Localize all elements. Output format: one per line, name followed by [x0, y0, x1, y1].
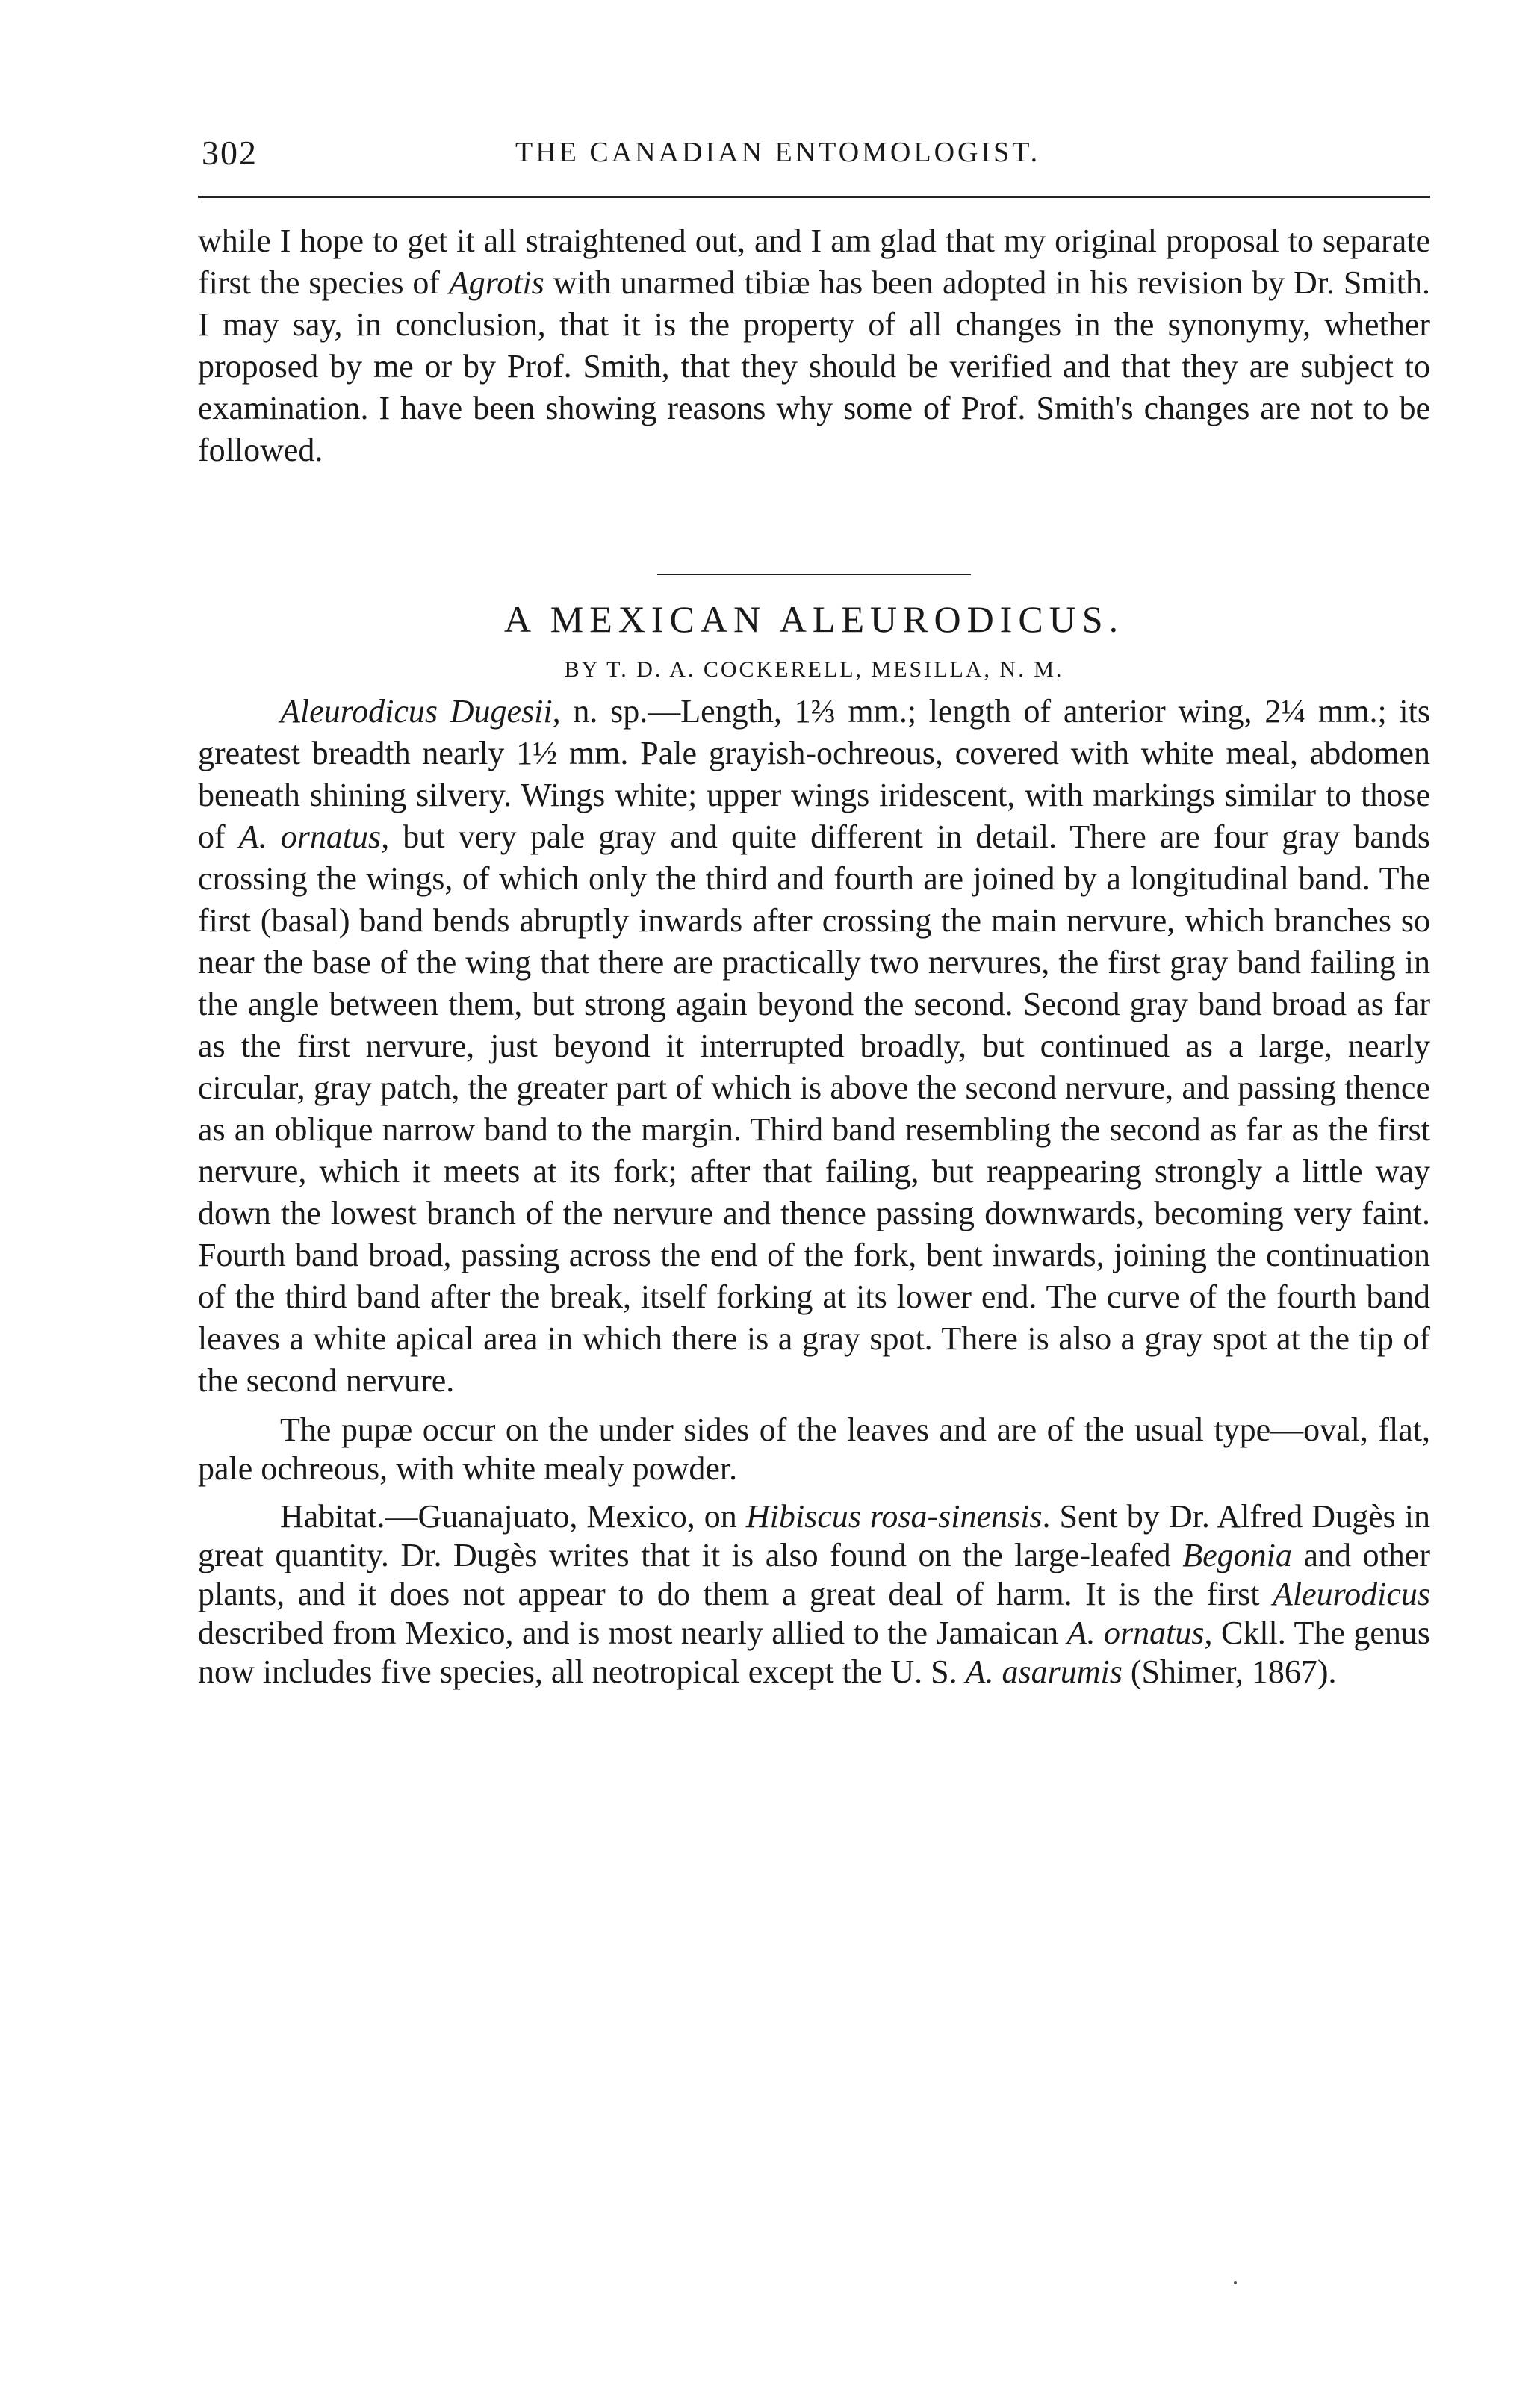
pupae-paragraph [198, 1411, 1430, 1488]
intro-paragraph [198, 220, 1430, 471]
description-text-1: , n. sp.—Length, 1⅔ mm.; length of anterior wing, 2¼ mm.; its greatest breadth nearly 1½ mm. Pale grayish-ochreous, covered with white meal, abdomen beneath shining silvery. Wings white; upper wings iridescent, with markings similar to those of [198, 693, 1430, 855]
section-divider [657, 574, 971, 575]
header-rule [198, 196, 1430, 198]
print-speck [1234, 2281, 1237, 2284]
habitat-text-3: and other plants, and it does not appear to do them a great deal of harm. It is the first [198, 1537, 1430, 1612]
pupae-text: The pupæ occur on the under sides of the leaves and are of the usual type—oval, flat, pale ochreous, with white mealy powder. [198, 1411, 1430, 1487]
begonia-name: Begonia [1182, 1537, 1292, 1573]
description-text-2: , but very pale gray and quite different in detail. There are four gray bands crossing the wings, of which only the third and fourth are joined by a longitudinal band. The first (basal) band bends abruptly inwards after crossing the main nervure, which branches so near the base of the wing that there are practically two nervures, the first gray band failing in the angle between them, but strong again beyond the second. Second gray band broad as far as the first nervure, just beyond it interrupted broadly, but continued as a large, nearly circular, gray patch, the greater part of which is above the second nervure, and passing thence as an oblique narrow band to the margin. Third band resembling the second as far as the first nervure, which it meets at its fork; after that failing, but reappearing strongly a little way down the lowest branch of the nervure and thence passing downwards, becoming very faint. Fourth band broad, passing across the end of the fork, bent inwards, joining the continuation of the third band after the break, itself forking at its lower end. The curve of the fourth band leaves a white apical area in which there is a gray spot. There is also a gray spot at the tip of the second nervure. [198, 818, 1430, 1399]
host-plant-name: Hibiscus rosa-sinensis [745, 1498, 1043, 1535]
habitat-text-6: (Shimer, 1867). [1122, 1653, 1337, 1690]
habitat-paragraph [198, 1497, 1430, 1691]
species-name: Aleurodicus Dugesii [280, 693, 553, 730]
genus-agrotis: Agrotis [448, 264, 544, 301]
species-asarumis: A. asarumis [965, 1653, 1123, 1690]
article-body [198, 691, 1430, 1691]
habitat-text-2: . Sent by Dr. Alfred Dugès in great quantity. Dr. Dugès writes that it is also found on the large-leafed [198, 1498, 1430, 1573]
reference-ornatus: A. ornatus [238, 818, 382, 855]
species-description [198, 691, 1430, 1402]
habitat-text-5: , Ckll. The genus now includes five species, all neotropical except the U. S. [198, 1615, 1430, 1690]
intro-text: while I hope to get it all straightened out, and I am glad that my original proposal to separate first the species of [198, 223, 1430, 301]
reference-ornatus-2: A. ornatus [1066, 1615, 1205, 1651]
intro-text-block [198, 220, 1430, 471]
genus-aleurodicus: Aleurodicus [1273, 1576, 1430, 1612]
intro-text-cont: with unarmed tibiæ has been adopted in his revision by Dr. Smith. I may say, in conclusion, that it is the property of all changes in the synonymy, whether proposed by me or by Prof. Smith, that they should be verified and that they are subject to examination. I have been showing reasons why some of Prof. Smith's changes are not to be followed. [198, 264, 1430, 468]
journal-title: THE CANADIAN ENTOMOLOGIST. [515, 137, 1041, 168]
running-head [202, 133, 1426, 178]
page-number: 302 [202, 134, 258, 172]
article-title: A MEXICAN ALEURODICUS. [503, 598, 1125, 640]
habitat-text-4: described from Mexico, and is most nearly allied to the Jamaican [198, 1615, 1067, 1651]
article-byline: BY T. D. A. COCKERELL, MESILLA, N. M. [564, 657, 1064, 682]
habitat-text-1: Habitat.—Guanajuato, Mexico, on [280, 1498, 746, 1535]
